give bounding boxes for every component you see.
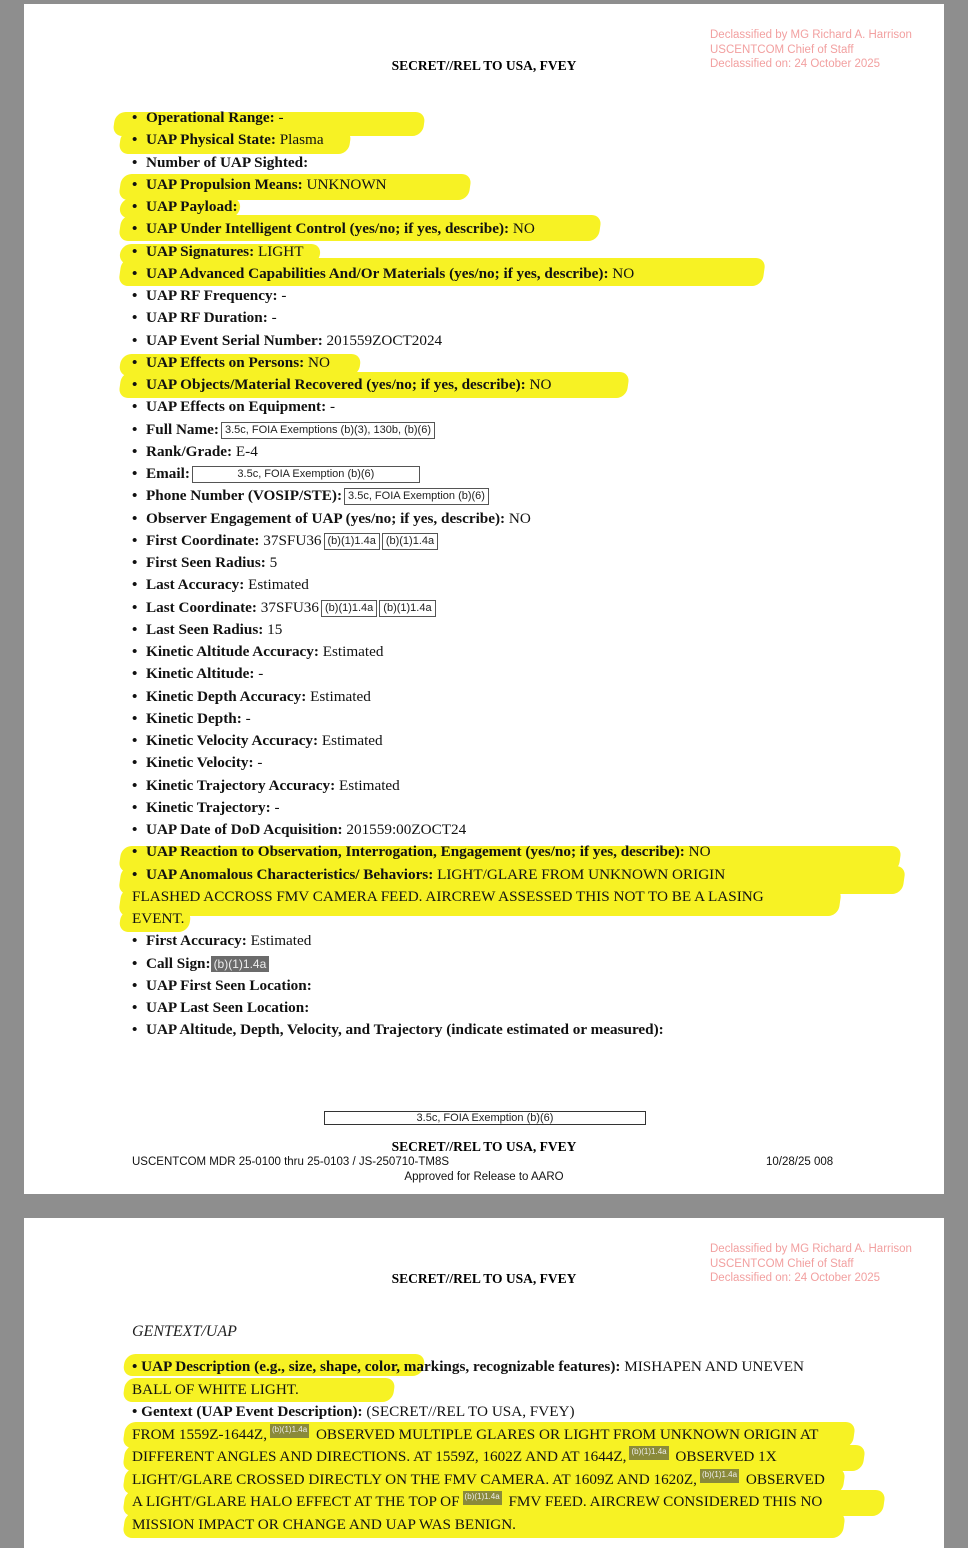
- field-kinetic-altitude-accuracy: • Kinetic Altitude Accuracy: Estimated: [132, 643, 384, 660]
- redaction-box: (b)(1)1.4a: [629, 1446, 668, 1460]
- redaction-box: (b)(1)1.4a: [211, 956, 270, 972]
- field-full-name: • Full Name: 3.5c, FOIA Exemptions (b)(3), 130b, (b)(6): [132, 419, 892, 441]
- gentext-heading: GENTEXT/UAP: [132, 1323, 237, 1340]
- redaction-box: (b)(1)1.4a: [270, 1424, 309, 1438]
- field-rank-grade: • Rank/Grade: E-4: [132, 442, 258, 460]
- field-last-accuracy: • Last Accuracy: Estimated: [132, 576, 309, 594]
- field-physical-state: • UAP Physical State: Plasma: [132, 131, 324, 149]
- release-approval: Approved for Release to AARO: [404, 1171, 564, 1183]
- redaction-box: (b)(1)1.4a: [379, 600, 435, 617]
- redaction-box: 3.5c, FOIA Exemption (b)(6): [344, 488, 489, 505]
- field-date-acquisition: • UAP Date of DoD Acquisition: 201559:00ZOCT24: [132, 821, 467, 838]
- redaction-box: 3.5c, FOIA Exemptions (b)(3), 130b, (b)(6): [221, 422, 435, 439]
- field-email: • Email: 3.5c, FOIA Exemption (b)(6): [132, 463, 892, 485]
- field-intelligent-control: • UAP Under Intelligent Control (yes/no; if yes, describe): NO: [132, 220, 535, 238]
- document-reference: USCENTCOM MDR 25-0100 thru 25-0103 / JS-250710-TM8S: [132, 1156, 450, 1168]
- field-first-coordinate: • First Coordinate: 37SFU36 (b)(1)1.4a (b)(1)1.4a: [132, 530, 892, 552]
- field-kinetic-altitude: • Kinetic Altitude: -: [132, 665, 264, 683]
- field-kinetic-depth-accuracy: • Kinetic Depth Accuracy: Estimated: [132, 687, 371, 705]
- classification-header: SECRET//REL TO USA, FVEY: [391, 58, 577, 73]
- footer-redaction-box: 3.5c, FOIA Exemption (b)(6): [324, 1111, 646, 1125]
- field-effects-persons: • UAP Effects on Persons: NO: [132, 353, 330, 371]
- field-operational-range: • Operational Range: -: [132, 109, 284, 126]
- field-kinetic-trajectory-accuracy: • Kinetic Trajectory Accuracy: Estimated: [132, 776, 400, 794]
- redaction-box: (b)(1)1.4a: [463, 1491, 502, 1505]
- redaction-box: (b)(1)1.4a: [324, 533, 380, 550]
- field-call-sign: • Call Sign: (b)(1)1.4a: [132, 953, 892, 975]
- field-altitude-depth-velocity: • UAP Altitude, Depth, Velocity, and Trajectory (indicate estimated or measured):: [132, 1021, 664, 1039]
- document-page-1: [24, 4, 944, 1194]
- field-last-seen-location: • UAP Last Seen Location:: [132, 999, 310, 1016]
- field-first-seen-location: • UAP First Seen Location:: [132, 976, 312, 994]
- field-kinetic-depth: • Kinetic Depth: -: [132, 709, 251, 727]
- page-date-number: 10/28/25 008: [766, 1156, 834, 1168]
- declassification-stamp: Declassified by MG Richard A. Harrison USCENTCOM Chief of Staff Declassified on: 24 October 2025: [710, 29, 912, 70]
- field-event-serial: • UAP Event Serial Number: 201559ZOCT2024: [132, 331, 443, 349]
- redaction-box: (b)(1)1.4a: [321, 600, 377, 617]
- field-last-coordinate: • Last Coordinate: 37SFU36 (b)(1)1.4a (b)(1)1.4a: [132, 597, 892, 619]
- redaction-box: (b)(1)1.4a: [700, 1469, 739, 1483]
- field-advanced-capabilities: • UAP Advanced Capabilities And/Or Materials (yes/no; if yes, describe): NO: [132, 264, 635, 282]
- field-number-sighted: • Number of UAP Sighted:: [132, 153, 309, 171]
- field-rf-duration: • UAP RF Duration: -: [132, 309, 277, 327]
- field-uap-description: • UAP Description (e.g., size, shape, color, markings, recognizable features): MISHAPEN AND UNEVEN BALL OF WHITE LIGHT.: [132, 1358, 804, 1398]
- field-first-accuracy: • First Accuracy: Estimated: [132, 932, 312, 950]
- document-page-2: [24, 1218, 944, 1548]
- field-payload: • UAP Payload:: [132, 198, 238, 215]
- field-observer-engagement: • Observer Engagement of UAP (yes/no; if yes, describe): NO: [132, 509, 531, 527]
- field-objects-recovered: • UAP Objects/Material Recovered (yes/no; if yes, describe): NO: [132, 376, 552, 393]
- field-rf-frequency: • UAP RF Frequency: -: [132, 287, 287, 304]
- classification-footer: SECRET//REL TO USA, FVEY: [391, 1139, 577, 1154]
- gentext-fields: [132, 1356, 832, 1536]
- field-anomalous-characteristics: • UAP Anomalous Characteristics/ Behaviors: LIGHT/GLARE FROM UNKNOWN ORIGIN FLASHED ACCROSS FMV CAMERA FEED. AIRCREW ASSESSED THIS NOT TO BE A LASING EVENT.: [132, 865, 764, 927]
- field-kinetic-velocity-accuracy: • Kinetic Velocity Accuracy: Estimated: [132, 732, 383, 749]
- classification-header: SECRET//REL TO USA, FVEY: [391, 1271, 577, 1286]
- field-signatures: • UAP Signatures: LIGHT: [132, 242, 304, 260]
- field-kinetic-trajectory: • Kinetic Trajectory: -: [132, 798, 280, 816]
- field-gentext-event: • Gentext (UAP Event Description): (SECRET//REL TO USA, FVEY): [132, 1403, 575, 1420]
- field-first-seen-radius: • First Seen Radius: 5: [132, 554, 278, 571]
- field-reaction-observation: • UAP Reaction to Observation, Interrogation, Engagement (yes/no; if yes, describe): NO: [132, 843, 711, 861]
- event-description-body: FROM 1559Z-1644Z, (b)(1)1.4a OBSERVED MULTIPLE GLARES OR LIGHT FROM UNKNOWN ORIGIN AT DIFFERENT ANGLES AND DIRECTIONS. AT 1559Z, 1602Z AND AT 1644Z, (b)(1)1.4a OBSERVED 1X LIGHT/GLARE CROSSED DIRECTLY ON THE FMV CAMERA. AT 1609Z AND 1620Z, (b)(1)1.4a OBSERVED A LIGHT/GLARE HALO EFFECT AT THE TOP OF (b)(1)1.4a FMV FEED. AIRCREW CONSIDERED THIS NO MISSION IMPACT OR CHANGE AND UAP WAS BENIGN.: [132, 1424, 825, 1533]
- field-propulsion: • UAP Propulsion Means: UNKNOWN: [132, 175, 387, 193]
- uap-report-fields: [132, 107, 892, 1042]
- redaction-box: 3.5c, FOIA Exemption (b)(6): [192, 466, 420, 483]
- field-effects-equipment: • UAP Effects on Equipment: -: [132, 398, 336, 416]
- declassification-stamp: Declassified by MG Richard A. Harrison USCENTCOM Chief of Staff Declassified on: 24 October 2025: [710, 1243, 912, 1284]
- field-last-seen-radius: • Last Seen Radius: 15: [132, 620, 283, 638]
- field-phone: • Phone Number (VOSIP/STE): 3.5c, FOIA Exemption (b)(6): [132, 485, 892, 507]
- field-kinetic-velocity: • Kinetic Velocity: -: [132, 754, 263, 772]
- redaction-box: (b)(1)1.4a: [382, 533, 438, 550]
